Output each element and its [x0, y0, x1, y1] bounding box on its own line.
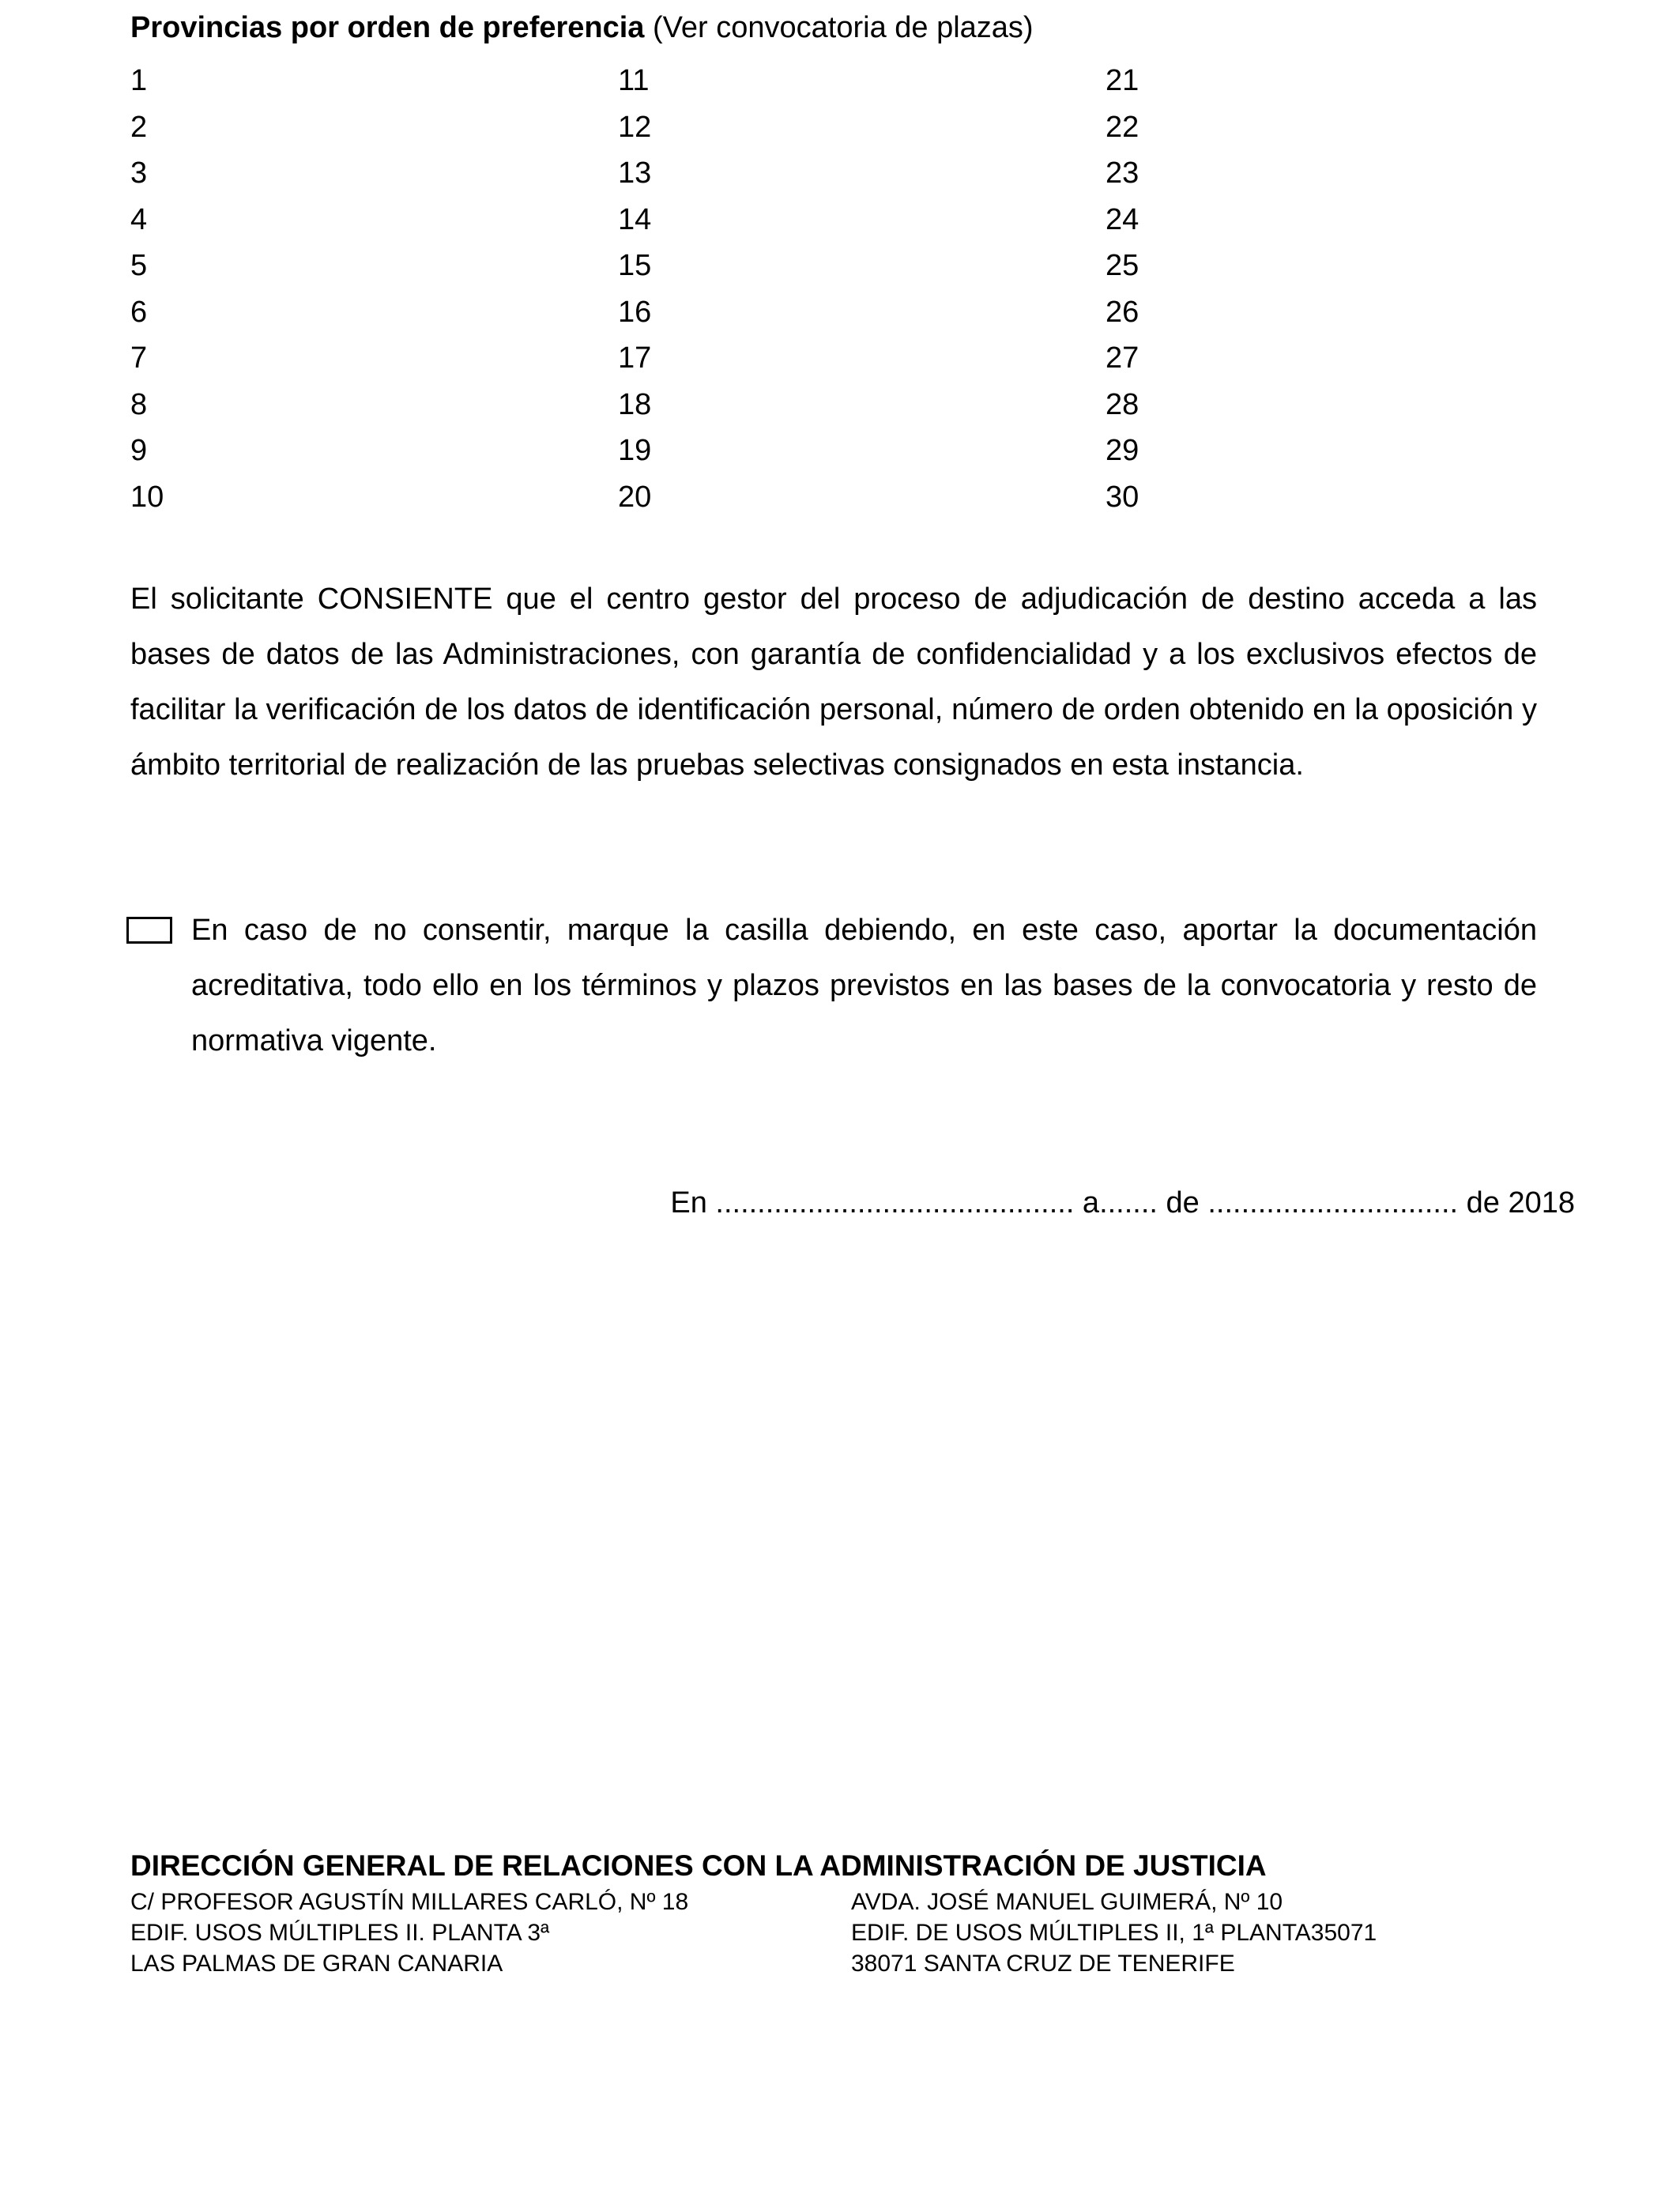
footer-address-las-palmas — [130, 1887, 688, 1979]
no-consent-checkbox[interactable] — [126, 917, 172, 944]
preferences-heading-bold: Provincias por orden de preferencia — [130, 11, 645, 44]
preference-number: 27 — [1106, 341, 1139, 375]
preference-number: 24 — [1106, 202, 1139, 236]
footer-title: DIRECCIÓN GENERAL DE RELACIONES CON LA ADMINISTRACIÓN DE JUSTICIA — [130, 1849, 1267, 1882]
preference-number: 21 — [1106, 64, 1139, 97]
preference-number: 19 — [618, 434, 652, 467]
preference-number: 6 — [130, 295, 148, 329]
preference-number: 1 — [130, 64, 148, 97]
preference-number: 16 — [618, 295, 652, 329]
preference-number: 3 — [130, 156, 148, 190]
preference-number: 20 — [618, 480, 652, 514]
preference-number: 8 — [130, 387, 148, 421]
date-place-line: En ........................................... a....... de .............................. de 2018 — [670, 1186, 1575, 1220]
preference-number: 11 — [618, 64, 650, 97]
no-consent-text: En caso de no consentir, marque la casilla debiendo, en este caso, aportar la documentación acreditativa, todo ello en los términos y plazos previstos en las bases de la convocatoria y resto de normativa vigente. — [191, 914, 1537, 1057]
preference-number: 2 — [130, 110, 148, 144]
address-line: EDIF. DE USOS MÚLTIPLES II, 1ª PLANTA35071 — [851, 1920, 1377, 1946]
preference-number: 7 — [130, 341, 148, 375]
preferences-column-3 — [1106, 62, 1139, 524]
preferences-heading — [130, 9, 1034, 46]
preferences-column-2 — [618, 62, 651, 524]
preference-number: 15 — [618, 249, 652, 282]
preferences-column-1 — [130, 62, 164, 524]
address-line: EDIF. USOS MÚLTIPLES II. PLANTA 3ª — [130, 1920, 550, 1946]
preference-number: 18 — [618, 387, 652, 421]
preference-number: 22 — [1106, 110, 1139, 144]
preference-number: 5 — [130, 249, 148, 282]
preference-number: 9 — [130, 434, 148, 467]
preference-number: 30 — [1106, 480, 1139, 514]
preference-number: 10 — [130, 480, 164, 514]
footer-address-tenerife — [851, 1887, 1377, 1979]
address-line: AVDA. JOSÉ MANUEL GUIMERÁ, Nº 10 — [851, 1889, 1283, 1915]
preference-number: 4 — [130, 202, 148, 236]
preference-number: 25 — [1106, 249, 1139, 282]
preference-number: 23 — [1106, 156, 1139, 190]
preference-number: 26 — [1106, 295, 1139, 329]
address-line: C/ PROFESOR AGUSTÍN MILLARES CARLÓ, Nº 18 — [130, 1889, 689, 1915]
preference-number: 28 — [1106, 387, 1139, 421]
preference-number: 12 — [618, 110, 652, 144]
address-line: 38071 SANTA CRUZ DE TENERIFE — [851, 1951, 1235, 1977]
preference-number: 17 — [618, 341, 652, 375]
consent-paragraph: El solicitante CONSIENTE que el centro gestor del proceso de adjudicación de destino acceda a las bases de datos de las Administraciones, con garantía de confidencialidad y a los exclusivos efectos de facilitar la verificación de los datos de identificación personal, número de orden obtenido en la oposición y ámbito territorial de realización de las pruebas selectivas consignados en esta instancia. — [130, 582, 1537, 782]
preference-number: 13 — [618, 156, 652, 190]
address-line: LAS PALMAS DE GRAN CANARIA — [130, 1951, 503, 1977]
preference-number: 29 — [1106, 434, 1139, 467]
preferences-heading-note: (Ver convocatoria de plazas) — [653, 11, 1034, 44]
preference-number: 14 — [618, 202, 652, 236]
